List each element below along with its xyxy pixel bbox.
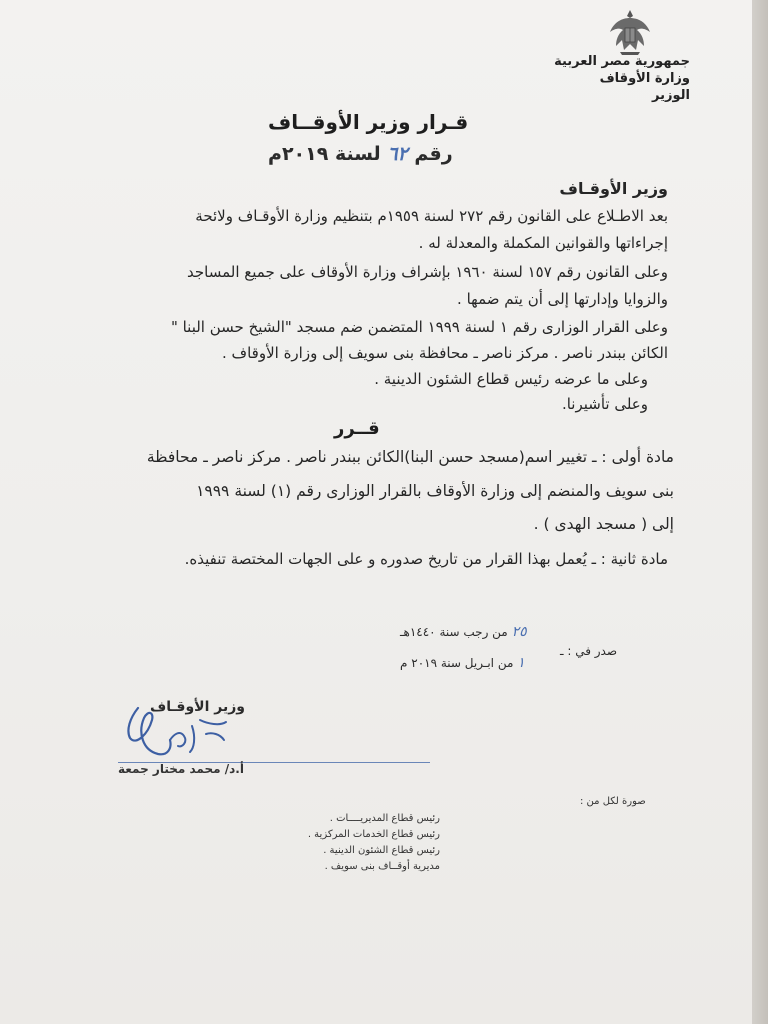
- copies-item: مديرية أوقــاف بنى سويف .: [324, 861, 440, 872]
- body-line-9: وعلى تأشيرنا.: [561, 395, 648, 413]
- header-minister: الوزير: [652, 88, 690, 103]
- copies-label: صورة لكل من :: [580, 796, 646, 807]
- issued-greg-day: ١: [517, 655, 525, 671]
- issued-greg-text: من ابـريل سنة ٢٠١٩ م: [400, 656, 514, 670]
- body-line-1: وزير الأوقـاف: [559, 179, 668, 198]
- copies-item: رئيس قطاع الشئون الدينية .: [323, 845, 440, 856]
- decree-number: [268, 143, 453, 165]
- decree-year: لسنة ٢٠١٩م: [268, 143, 381, 165]
- body-line-2: بعد الاطـلاع على القانون رقم ٢٧٢ لسنة ١٩٥٩م بتنظيم وزارة الأوقـاف ولائحة: [195, 207, 668, 225]
- issued-hijri-text: من رجب سنة ١٤٤٠هـ: [400, 625, 508, 639]
- issued-label: صدر في : ـ: [560, 644, 618, 658]
- body-line-3: إجراءاتها والقوانين المكملة والمعدلة له .: [418, 234, 668, 252]
- header-ministry: وزارة الأوقاف: [599, 71, 690, 86]
- signature-name: أ.د/ محمد مختار جمعة: [118, 762, 244, 776]
- issued-hijri-day: ٢٥: [511, 624, 527, 640]
- issued-gregorian: [400, 655, 525, 671]
- handwritten-signature: [108, 690, 238, 770]
- copies-item: رئيس قطاع المديريــــات .: [329, 813, 440, 824]
- header-republic: جمهورية مصر العربية: [554, 54, 690, 69]
- body-line-4: وعلى القانون رقم ١٥٧ لسنة ١٩٦٠ بإشراف وزارة الأوقاف على جميع المساجد: [187, 263, 668, 281]
- article-1-line-3: إلى ( مسجد الهدى ) .: [533, 515, 674, 533]
- article-2: مادة ثانية : ـ يُعمل بهذا القرار من تاريخ صدوره و على الجهات المختصة تنفيذه.: [184, 550, 668, 568]
- decree-title: قـرار وزير الأوقــاف: [268, 110, 469, 134]
- issued-hijri: [400, 624, 527, 640]
- article-1-line-2: بنى سويف والمنضم إلى وزارة الأوقاف بالقرار الوزارى رقم (١) لسنة ١٩٩٩: [196, 482, 674, 500]
- body-line-8: وعلى ما عرضه رئيس قطاع الشئون الدينية .: [374, 370, 648, 388]
- decides-heading: قــرر: [334, 418, 380, 439]
- decree-number-prefix: رقم: [414, 143, 453, 165]
- copies-item: رئيس قطاع الخدمات المركزية .: [307, 829, 440, 840]
- body-line-6: وعلى القرار الوزارى رقم ١ لسنة ١٩٩٩ المتضمن ضم مسجد "الشيخ حسن البنا ": [170, 318, 668, 336]
- eagle-emblem-icon: [608, 8, 652, 56]
- article-1-line-1: مادة أولى : ـ تغيير اسم(مسجد حسن البنا)الكائن ببندر ناصر . مركز ناصر ـ محافظة: [146, 448, 674, 466]
- page-edge-shadow: [752, 0, 768, 1024]
- body-line-7: الكائن ببندر ناصر . مركز ناصر ـ محافظة بنى سويف إلى وزارة الأوقاف .: [222, 344, 668, 362]
- signature-title: وزير الأوقـاف: [150, 699, 245, 715]
- decree-number-value: ٦٢: [387, 143, 408, 165]
- body-line-5: والزوايا وإدارتها إلى أن يتم ضمها .: [457, 290, 668, 308]
